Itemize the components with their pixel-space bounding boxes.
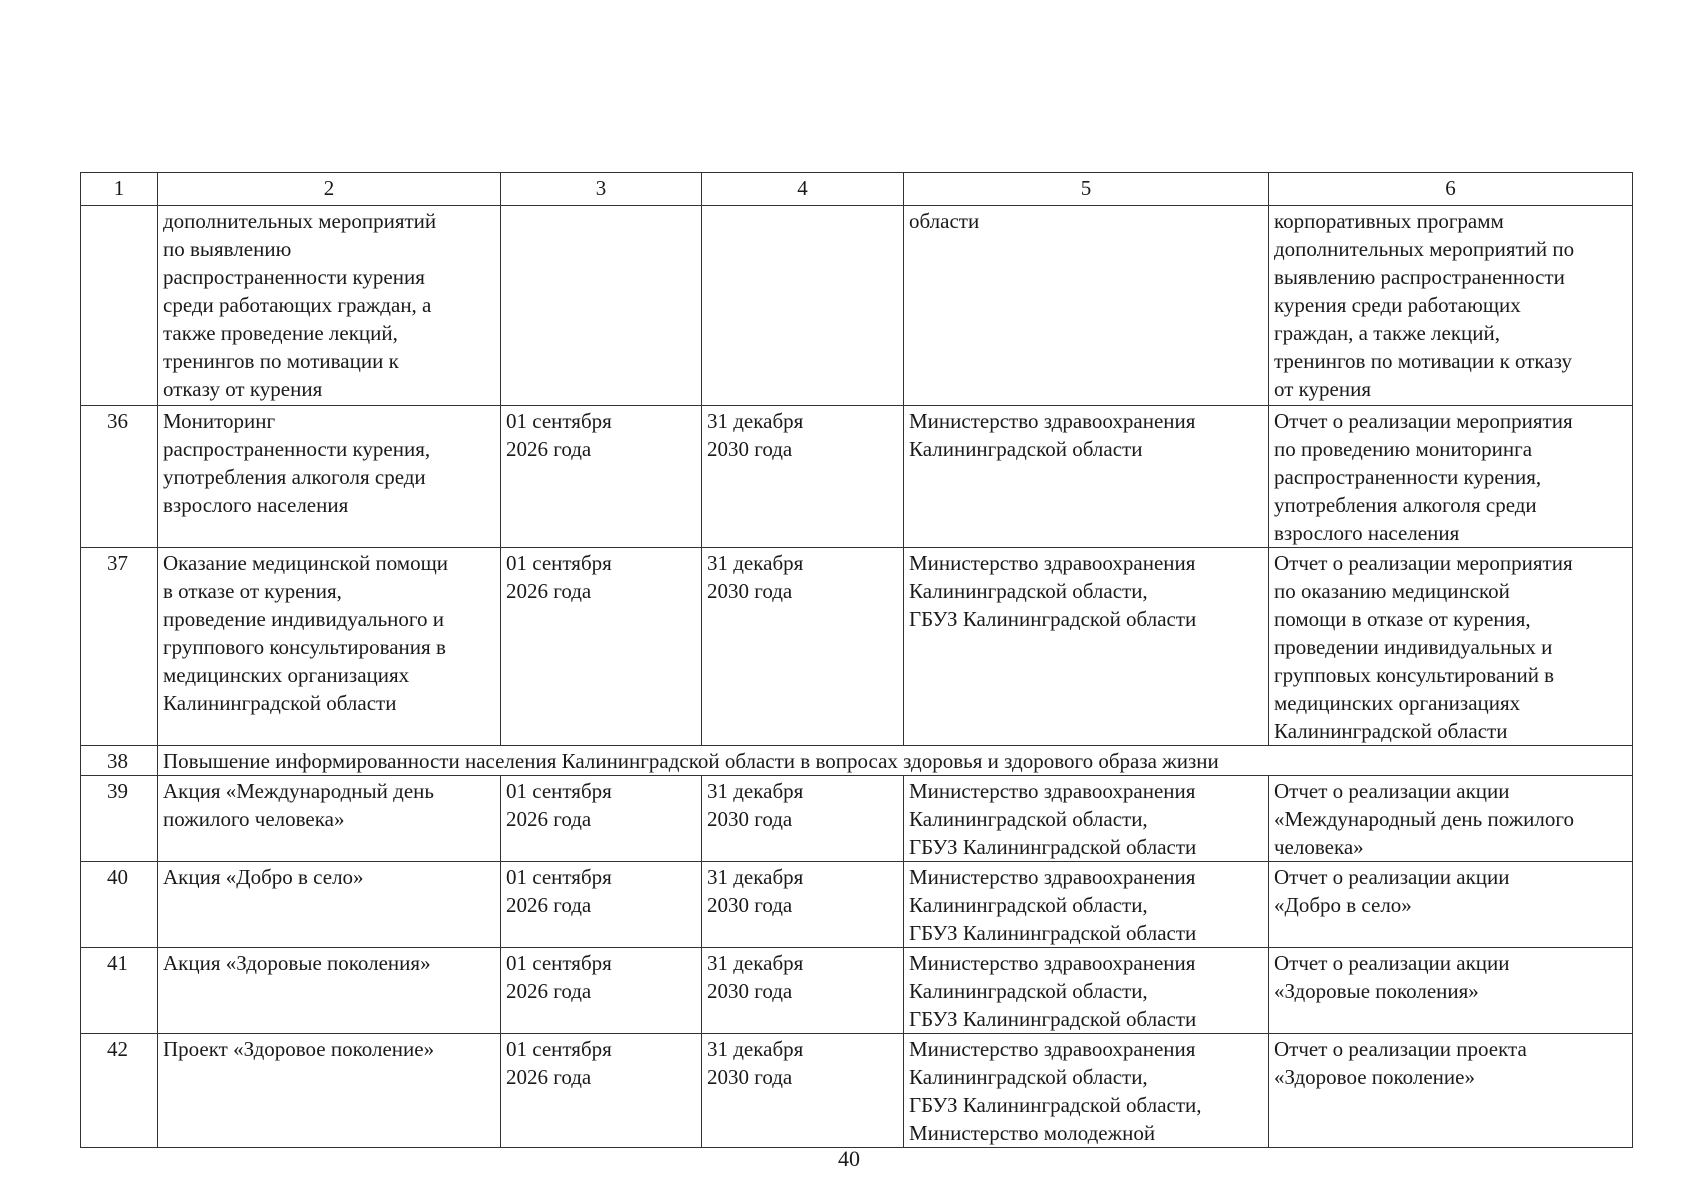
measure-name: Акция «Международный день пожилого человека» bbox=[158, 776, 501, 862]
continuation-row bbox=[81, 206, 1633, 406]
table-row bbox=[81, 1034, 1633, 1148]
table-row bbox=[81, 548, 1633, 746]
row-number: 39 bbox=[81, 776, 158, 862]
start-date: 01 сентября 2026 года bbox=[501, 1034, 702, 1148]
responsible-body: Министерство здравоохранения Калининградской области, ГБУЗ Калининградской области bbox=[904, 776, 1269, 862]
table-row bbox=[81, 948, 1633, 1034]
expected-result: Отчет о реализации проекта «Здоровое поколение» bbox=[1269, 1034, 1633, 1148]
expected-result: Отчет о реализации акции «Добро в село» bbox=[1269, 862, 1633, 948]
column-number: 2 bbox=[158, 173, 501, 206]
row-number: 38 bbox=[81, 746, 158, 776]
responsible-body: Министерство здравоохранения Калининградской области, ГБУЗ Калининградской области bbox=[904, 948, 1269, 1034]
column-number-row bbox=[81, 173, 1633, 206]
row-number: 41 bbox=[81, 948, 158, 1034]
responsible-body: Министерство здравоохранения Калининградской области, ГБУЗ Калининградской области, Министерство молодежной bbox=[904, 1034, 1269, 1148]
column-number: 5 bbox=[904, 173, 1269, 206]
measure-name: Акция «Здоровые поколения» bbox=[158, 948, 501, 1034]
table-row bbox=[81, 862, 1633, 948]
expected-result: Отчет о реализации акции «Здоровые поколения» bbox=[1269, 948, 1633, 1034]
measure-name: дополнительных мероприятий по выявлению распространенности курения среди работающих граждан, а также проведение лекций, тренингов по мотивации к отказу от курения bbox=[158, 206, 501, 406]
row-number: 40 bbox=[81, 862, 158, 948]
end-date: 31 декабря 2030 года bbox=[702, 776, 904, 862]
start-date bbox=[501, 206, 702, 406]
column-number: 3 bbox=[501, 173, 702, 206]
end-date: 31 декабря 2030 года bbox=[702, 406, 904, 548]
row-number: 36 bbox=[81, 406, 158, 548]
row-number: 37 bbox=[81, 548, 158, 746]
responsible-body: Министерство здравоохранения Калининградской области, ГБУЗ Калининградской области bbox=[904, 862, 1269, 948]
end-date: 31 декабря 2030 года bbox=[702, 862, 904, 948]
page-number: 40 bbox=[838, 1146, 860, 1171]
end-date: 31 декабря 2030 года bbox=[702, 548, 904, 746]
measure-name: Оказание медицинской помощи в отказе от курения, проведение индивидуального и группового консультирования в медицинских организациях Калининградской области bbox=[158, 548, 501, 746]
measure-name: Проект «Здоровое поколение» bbox=[158, 1034, 501, 1148]
measure-name: Мониторинг распространенности курения, употребления алкоголя среди взрослого населения bbox=[158, 406, 501, 548]
measures-table bbox=[80, 172, 1633, 1148]
table-row bbox=[81, 776, 1633, 862]
end-date bbox=[702, 206, 904, 406]
column-number: 1 bbox=[81, 173, 158, 206]
start-date: 01 сентября 2026 года bbox=[501, 776, 702, 862]
row-number bbox=[81, 206, 158, 406]
end-date: 31 декабря 2030 года bbox=[702, 948, 904, 1034]
responsible-body: Министерство здравоохранения Калининградской области, ГБУЗ Калининградской области bbox=[904, 548, 1269, 746]
start-date: 01 сентября 2026 года bbox=[501, 948, 702, 1034]
start-date: 01 сентября 2026 года bbox=[501, 862, 702, 948]
column-number: 6 bbox=[1269, 173, 1633, 206]
responsible-body: Министерство здравоохранения Калининградской области bbox=[904, 406, 1269, 548]
table-row bbox=[81, 406, 1633, 548]
expected-result: Отчет о реализации мероприятия по проведению мониторинга распространенности курения, употребления алкоголя среди взрослого населения bbox=[1269, 406, 1633, 548]
measure-name: Акция «Добро в село» bbox=[158, 862, 501, 948]
end-date: 31 декабря 2030 года bbox=[702, 1034, 904, 1148]
section-row bbox=[81, 746, 1633, 776]
column-number: 4 bbox=[702, 173, 904, 206]
row-number: 42 bbox=[81, 1034, 158, 1148]
start-date: 01 сентября 2026 года bbox=[501, 548, 702, 746]
section-title: Повышение информированности населения Калининградской области в вопросах здоровья и здорового образа жизни bbox=[158, 746, 1633, 776]
responsible-body: области bbox=[904, 206, 1269, 406]
expected-result: корпоративных программ дополнительных мероприятий по выявлению распространенности курения среди работающих граждан, а также лекций, тренингов по мотивации к отказу от курения bbox=[1269, 206, 1633, 406]
start-date: 01 сентября 2026 года bbox=[501, 406, 702, 548]
expected-result: Отчет о реализации мероприятия по оказанию медицинской помощи в отказе от курения, проведении индивидуальных и групповых консультирований в медицинских организациях Калининградской области bbox=[1269, 548, 1633, 746]
expected-result: Отчет о реализации акции «Международный день пожилого человека» bbox=[1269, 776, 1633, 862]
